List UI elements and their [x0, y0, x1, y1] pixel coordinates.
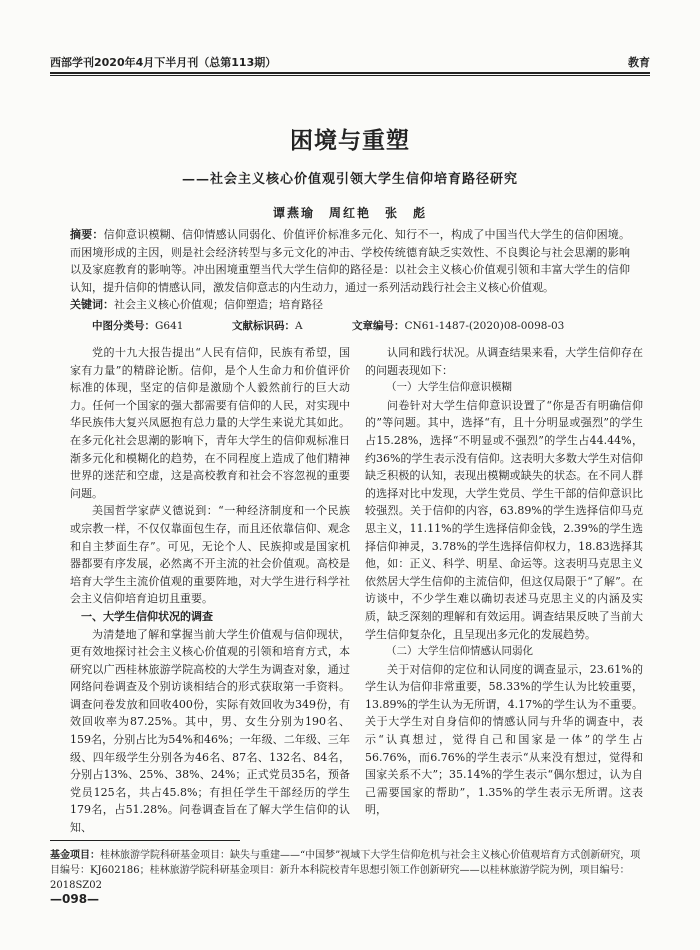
footnote-rule — [50, 840, 240, 841]
abstract-label: 摘要： — [70, 228, 104, 241]
footnote — [50, 848, 650, 893]
article-title: 困境与重塑 — [290, 127, 410, 154]
paragraph: 问卷针对大学生信仰意识设置了“你是否有明确信仰的”等问题。其中，选择“有，且十分明显或强烈”的学生占15.28%，选择“不明显或不强烈”的学生占44.44%，约36%的学生表示没有信仰。这表明大多数大学生对信仰缺乏积极的认知，表现出模糊或缺失的状态。在不同人群的选择对比中发现，大学生党员、学生干部的信仰意识比较强烈。关于信仰的内容，63.89%的学生选择信仰马克思主义，11.11%的学生选择信仰金钱，2.39%的学生选择信仰神灵，3.78%的学生选择信仰权力，18.83选择其他，如：正义、科学、明星、命运等。这表明马克思主义依然居大学生信仰的主流信仰，但这仅局限于“了解”。在访谈中，不少学生难以确切表述马克思主义的内涵及实质，缺乏深刻的理解和有效运用。调查结果反映了当前大学生信仰复杂化，且呈现出多元化的发展趋势。 — [365, 398, 643, 641]
right-column — [365, 344, 643, 819]
page-header — [50, 50, 650, 70]
paragraph: 认同和践行状况。从调查结果来看，大学生信仰存在的问题表现如下： — [365, 346, 643, 377]
classification — [92, 318, 183, 333]
section-label: 教育 — [628, 56, 650, 69]
doc-code-label: 文献标识码： — [232, 320, 295, 332]
doc-code — [232, 318, 303, 333]
abstract — [70, 226, 630, 314]
article-number-label: 文章编号： — [352, 320, 405, 332]
header-rule — [50, 72, 650, 74]
left-column — [70, 344, 350, 837]
paragraph: 关于对信仰的定位和认同度的调查显示，23.61%的学生认为信仰非常重要，58.33%的学生认为比较重要，13.89%的学生认为无所谓，4.17%的学生认为不重要。关于大学生对自身信仰的情感认同与升华的调查中，表示“认真想过，觉得自己和国家是一体”的学生占56.76%，而6.76%的学生表示“从来没有想过，觉得和国家关系不大”；35.14%的学生表示“偶尔想过，认为自己需要国家的帮助”，1.35%的学生表示无所谓。这表明， — [365, 662, 643, 817]
footnote-text: 桂林旅游学院科研基金项目：缺失与重建——“中国梦”视域下大学生信仰危机与社会主义核心价值观培育方式创新研究，项目编号：KJ602186；桂林旅游学院科研基金项目：新升本科院校青年思想引领工作创新研究——以桂林旅游学院为例，项目编号：2018SZ02 — [50, 850, 641, 891]
subsection-heading: （一）大学生信仰意识模糊 — [386, 381, 512, 394]
paragraph: 美国哲学家萨义德说到：“一种经济制度和一个民族或宗教一样，不仅仅靠面包生存，而且还依靠信仰、观念和自主梦面生存”。可见，无论个人、民族抑或是国家机器都要有序发展，必然离不开主流的社会价值观。高校是培育大学生主流价值观的重要阵地，对大学生进行科学社会主义信仰培育迫切且重要。 — [70, 504, 350, 606]
paragraph: 党的十九大报告提出“人民有信仰，民族有希望，国家有力量”的精辟论断。信仰，是个人生命力和价值评价标准的体现，坚定的信仰是激励个人毅然前行的巨大动力。任何一个国家的强大都需要有信仰的人民，对实现中华民族伟大复兴凤愿抱有总力量的大学生来说尤其如此。在多元化社会思潮的影响下，青年大学生的信仰观标准日渐多元化和模糊化的趋势，在不同程度上造成了他们精神世界的迷茫和空虚，这是高校教育和社会不容忽视的重要问题。 — [70, 346, 350, 500]
footnote-label: 基金项目： — [50, 850, 100, 861]
keywords-text: 社会主义核心价值观；信仰塑造；培育路径 — [114, 298, 323, 311]
section-heading: 一、大学生信仰状况的调查 — [81, 609, 213, 623]
page-number: —098— — [50, 892, 100, 906]
article-number — [352, 318, 564, 333]
paragraph: 为清楚地了解和掌握当前大学生价值观与信仰现状，更有效地探讨社会主义核心价值观的引领和培育方式，本研究以广西桂林旅游学院高校的大学生为调查对象，通过网络问卷调查及个别访谈相结合的形式获取第一手资料。调查问卷发放和回收400份，实际有效回收为349份，有效回收率为87.25%。其中，男、女生分别为190名、159名，分别占比为54%和46%；一年级、二年级、三年级、四年级学生分别各为46名、87名、132名、84名，分别占13%、25%、38%、24%；正式党员35名，预备党员125名，共占45.8%；有担任学生干部经历的学生179名，占51.28%。问卷调查旨在了解大学生信仰的认知、 — [70, 627, 350, 835]
article-subtitle: ——社会主义核心价值观引领大学生信仰培育路径研究 — [181, 172, 518, 187]
classification-value: G641 — [155, 320, 184, 332]
article-authors: 谭燕瑜 周红艳 张 彪 — [272, 206, 427, 220]
header-rule-thin — [50, 75, 650, 76]
keywords-label: 关键词： — [70, 298, 114, 311]
abstract-text: 信仰意识模糊、信仰情感认同弱化、价值评价标准多元化、知行不一，构成了中国当代大学生的信仰困境。而困境形成的主因，则是社会经济转型与多元文化的冲击、学校传统德育缺乏实效性、不良舆论与社会思潮的影响以及家庭教育的影响等。冲出困境重塑当代大学生信仰的路径是：以社会主义核心价值观引领和丰富大学生的信仰认知，提升信仰的情感认同，激发信仰意志的内生动力，通过一系列活动践行社会主义核心价值观。 — [70, 228, 631, 294]
subsection-heading: （二）大学生信仰情感认同弱化 — [386, 645, 533, 658]
doc-code-value: A — [295, 320, 303, 332]
journal-name: 西部学刊2020年4月下半月刊（总第113期） — [50, 56, 277, 69]
classification-label: 中图分类号： — [92, 320, 155, 332]
article-number-value: CN61-1487-(2020)08-0098-03 — [404, 320, 565, 332]
